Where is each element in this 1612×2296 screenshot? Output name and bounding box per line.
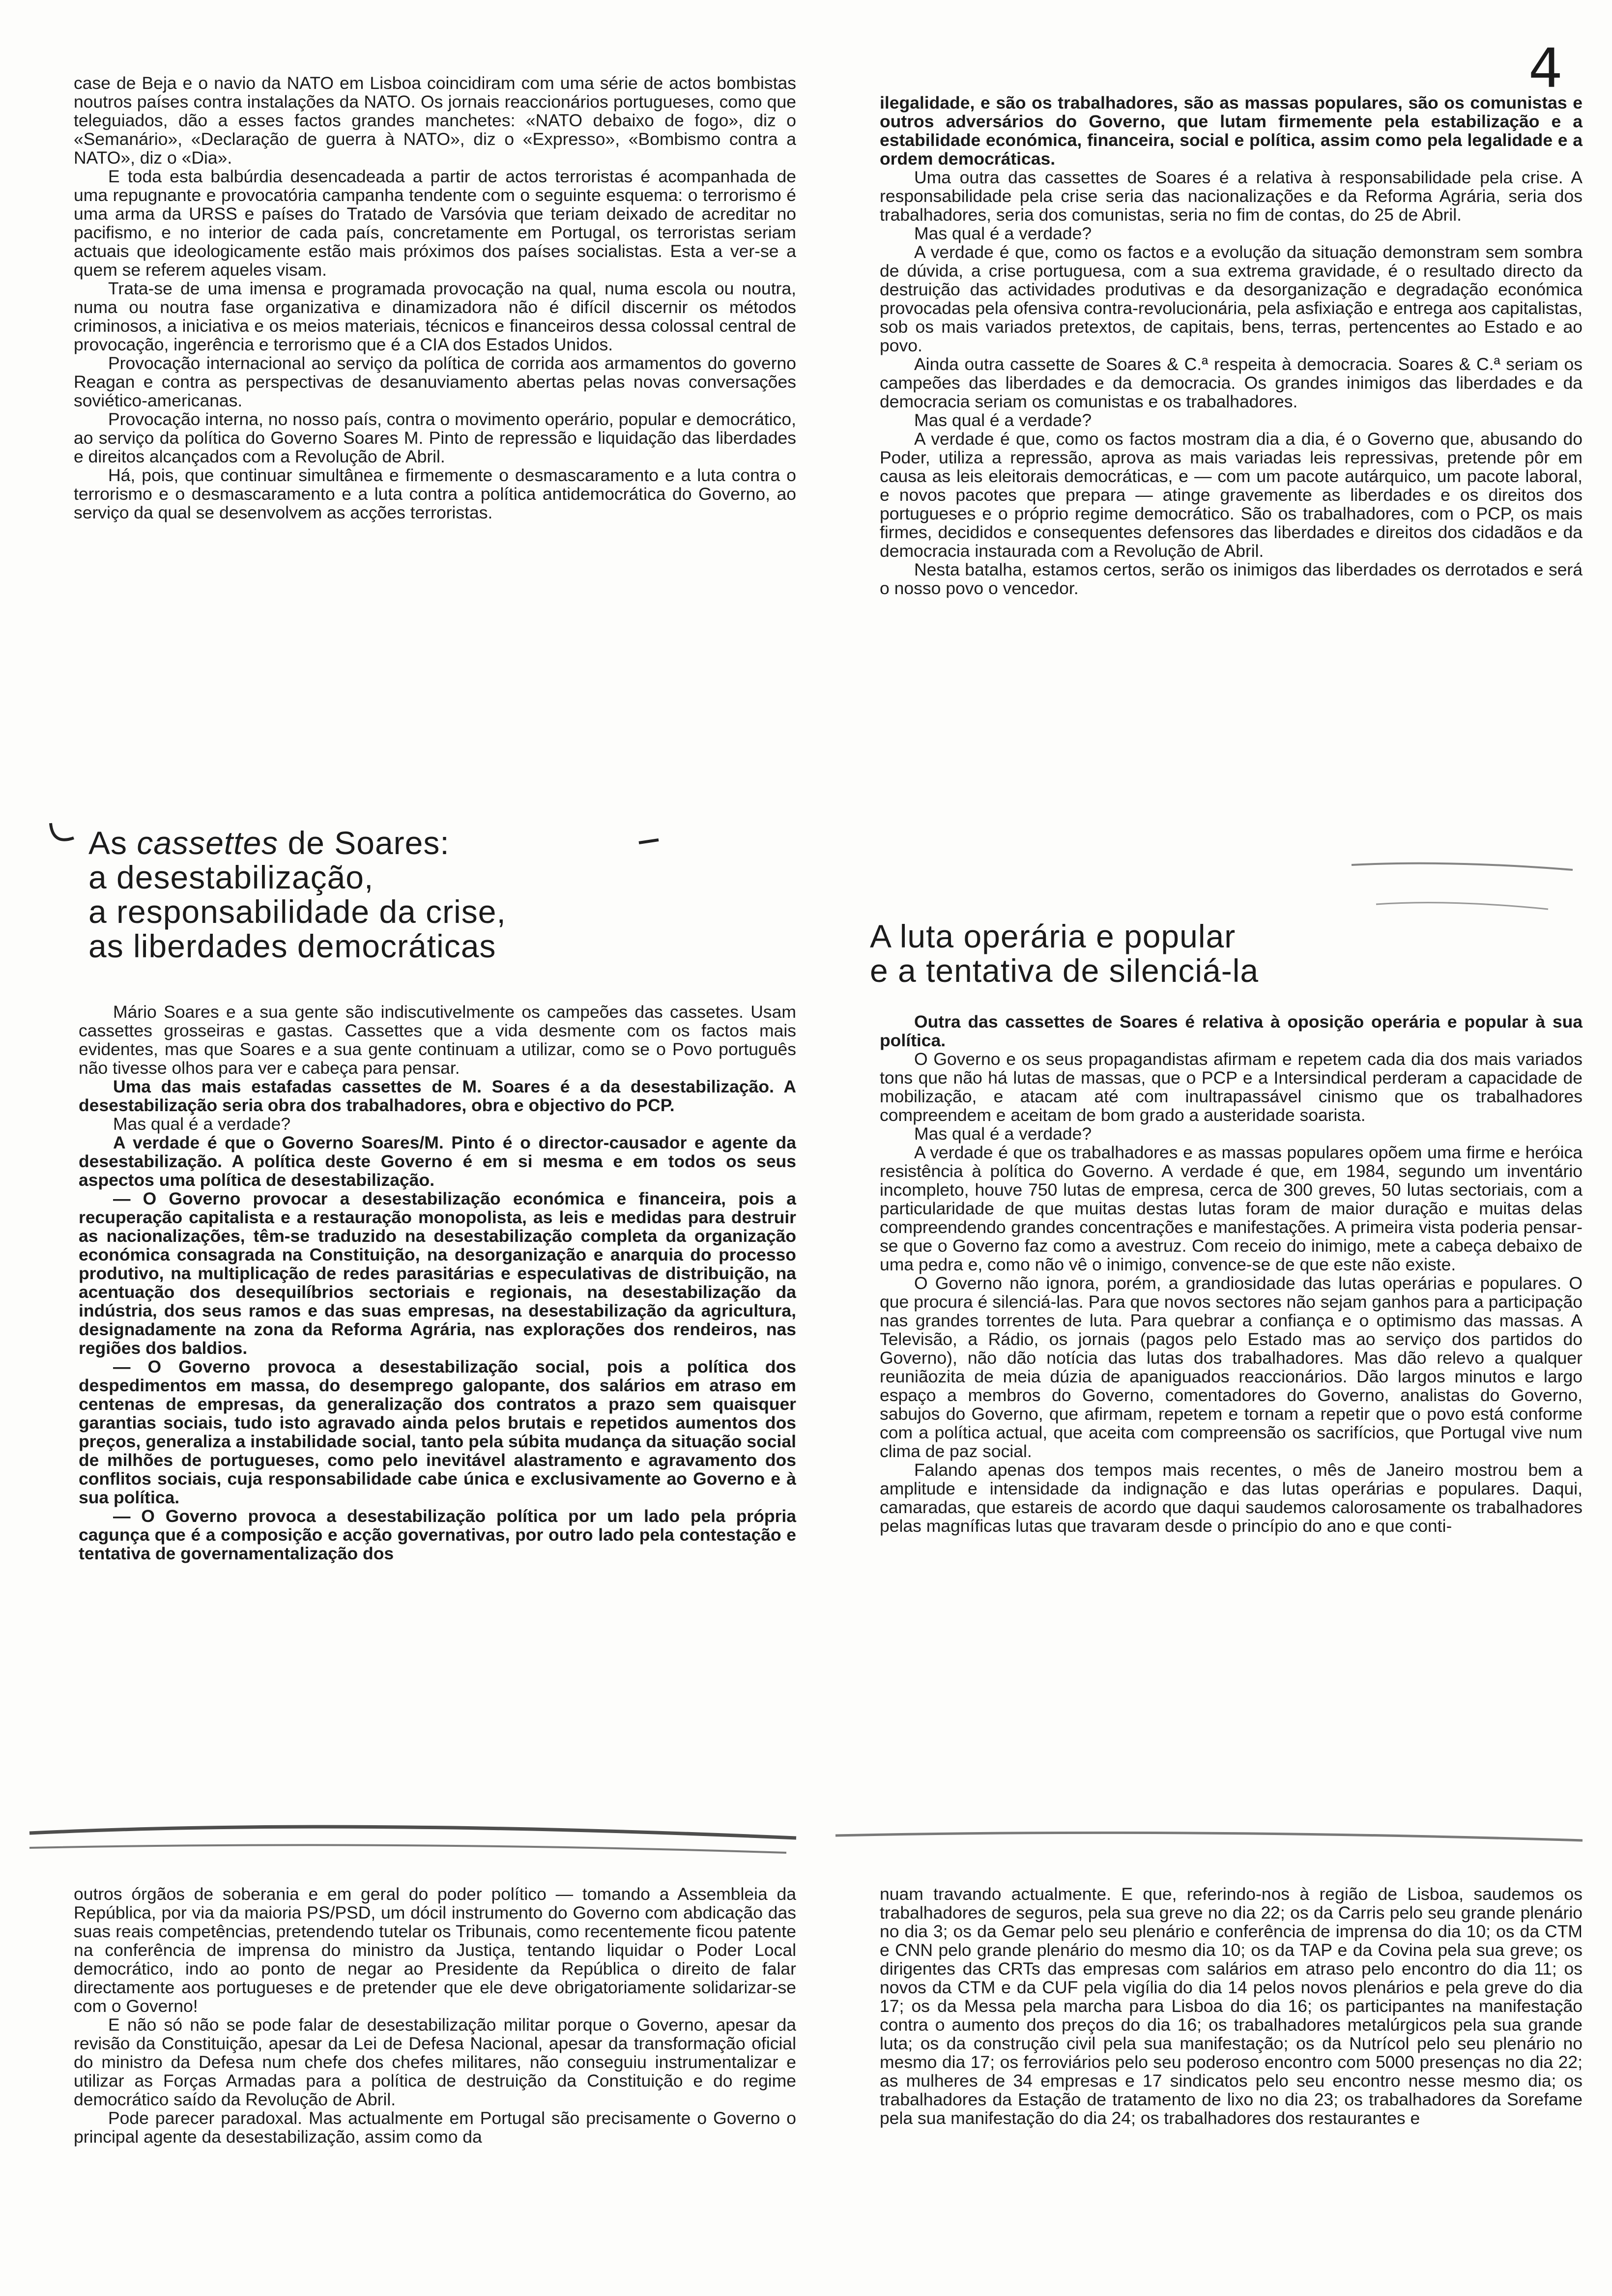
paragraph: A verdade é que os trabalhadores e as massas populares opõem uma firme e heróica resistência à política do Governo. A verdade é que, em 1984, segundo um inventário incompleto, houve 750 lutas de empresa, cerca de 300 greves, 50 lutas sectoriais, com a particularidade de que muitas destas lutas foram de maior duração e muitas delas compreendendo grandes concentrações e manifestações. A primeira vista poderia pensar-se que o Governo faz como a avestruz. Com receio do inimigo, mete a cabeça debaixo de uma pedra e, como não vê o inimigo, convence-se de que este não existe. (880, 1143, 1583, 1274)
paragraph: — O Governo provoca a desestabilização política por um lado pela própria cagunça que é a composição e acção governativas, por outro lado pela contestação e tentativa de governamentalização dos (79, 1506, 796, 1563)
paragraph: O Governo e os seus propagandistas afirmam e repetem cada dia dos mais variados tons que não há lutas de massas, que o PCP e a Intersindical perderam a capacidade de mobilização, e atacam até com inultrapassável cinismo que os trabalhadores compreendem e aceitam de bom grado a austeridade soarista. (880, 1049, 1583, 1125)
paragraph: O Governo não ignora, porém, a grandiosidade das lutas operárias e populares. O que procura é silenciá-las. Para que novos sectores não sejam ganhos para a participação nas grandes torrentes de luta. Para quebrar a confiança e o optimismo das massas. A Televisão, a Rádio, os jornais (pagos pelo Estado mas ao serviço dos partidos do Governo), não dão notícia das lutas dos trabalhadores. Mas dão relevo a qualquer reuniãozita de meia dúzia de apaniguados reaccionários. Dão largos minutos e largo espaço a membros do Governo, comentadores do Governo, analistas do Governo, sabujos do Governo, que afirmam, repetem e tornam a repetir que o povo está conforme com a política actual, que aceita com compreensão os sacrifícios, que Portugal vive num clima de paz social. (880, 1273, 1583, 1461)
left-column-bottom (74, 1885, 796, 2146)
paragraph: Ainda outra cassette de Soares & C.ª respeita à democracia. Soares & C.ª seriam os campeões das liberdades e da democracia. Os grandes inimigos das liberdades e da democracia seriam os comunistas e os trabalhadores. (880, 354, 1583, 411)
paragraph: Mas qual é a verdade? (113, 1114, 291, 1134)
paragraph: A verdade é que o Governo Soares/M. Pinto é o director-causador e agente da desestabilização. A política deste Governo é em si mesma e em todos os seus aspectos uma política de desestabilização. (79, 1133, 796, 1190)
section-heading-cassettes: As cassettes de Soares: a desestabilização, a responsabilidade da crise, as liberdades democráticas (88, 825, 506, 964)
right-column-bottom (880, 1885, 1583, 2127)
paragraph: Mário Soares e a sua gente são indiscutivelmente os campeões das cassetes. Usam cassettes grosseiras e gastas. Cassettes que a vida desmente com os factos mais evidentes, mas que Soares e a sua gente continuam a utilizar, como se o Povo português não tivesse olhos para ver e cabeça para pensar. (79, 1002, 796, 1078)
paragraph: Mas qual é a verdade? (914, 224, 1092, 243)
paragraph: Há, pois, que continuar simultânea e firmemente o desmascaramento e a luta contra o terrorismo e o desmascaramento e a luta contra a política antidemocrática do Governo, ao serviço da qual se desenvolvem as acções terroristas. (74, 465, 796, 522)
left-column-mid (79, 1003, 796, 1563)
paragraph: Provocação interna, no nosso país, contra o movimento operário, popular e democrático, ao serviço da política do Governo Soares M. Pinto de repressão e liquidação das liberdades e direitos alcançados com a Revolução de Abril. (74, 409, 796, 466)
paragraph: A verdade é que, como os factos mostram dia a dia, é o Governo que, abusando do Poder, utiliza a repressão, aprova as mais variadas leis repressivas, pretende pôr em causa as leis eleitorais democráticas, e — com um pacote autárquico, um pacote laboral, e novos pacotes que prepara — atinge gravemente as liberdades e os direitos dos portugueses e o próprio regime democrático. São os trabalhadores, com o PCP, os mais firmes, decididos e consequentes defensores das liberdades e direitos dos cidadãos e da democracia instaurada com a Revolução de Abril. (880, 429, 1583, 561)
paragraph: E não só não se pode falar de desestabilização militar porque o Governo, apesar da revisão da Constituição, apesar da Lei de Defesa Nacional, apesar da transformação oficial do ministro da Defesa num chefe dos chefes militares, não conseguiu instrumentalizar e utilizar as Forças Armadas para a política de destruição da Constituição e do regime democrático saído da Revolução de Abril. (74, 2015, 796, 2109)
paragraph: — O Governo provocar a desestabilização económica e financeira, pois a recuperação capitalista e a restauração monopolista, as leis e medidas para destruir as nacionalizações, têm-se traduzido na desestabilização completa da organização económica consagrada na Constituição, na desorganização e anarquia do processo produtivo, na multiplicação de redes parasitárias e especulativas de distribuição, na acentuação dos desequilíbrios sectoriais e regionais, na desestabilização da indústria, dos seus ramos e das suas empresas, na desestabilização da agricultura, designadamente na zona da Reforma Agrária, nas explorações dos rendeiros, nas regiões dos baldios. (79, 1189, 796, 1358)
paragraph: Nesta batalha, estamos certos, serão os inimigos das liberdades os derrotados e será o nosso povo o vencedor. (880, 560, 1583, 598)
right-column-top (880, 93, 1583, 598)
margin-hook-mark (47, 818, 81, 855)
paragraph: Trata-se de uma imensa e programada provocação na qual, numa escola ou noutra, numa ou noutra fase organizativa e dinamizadora não é difícil discernir os métodos criminosos, a iniciativa e os meios materiais, técnicos e financeiros dessa colossal central de provocação, ingerência e terrorismo que é a CIA dos Estados Unidos. (74, 279, 796, 354)
paragraph: — O Governo provoca a desestabilização social, pois a política dos despedimentos em massa, do desemprego galopante, dos salários em atraso em centenas de empresas, da generalização dos contratos a prazo sem quaisquer garantias sociais, tudo isto agravado ainda pelos brutais e repetidos aumentos dos preços, generaliza a instabilidade social, tanto pela súbita mudança da situação social de milhões de portugueses, como pelo inevitável alastramento e agravamento dos conflitos sociais, cuja responsabilidade cabe única e exclusivamente ao Governo e à sua política. (79, 1357, 796, 1507)
paragraph: ilegalidade, e são os trabalhadores, são as massas populares, são os comunistas e outros adversários do Governo, que lutam firmemente pela estabilização e a estabilidade económica, financeira, social e política, assim como pela legalidade e a ordem democráticas. (880, 93, 1583, 169)
section-heading-luta: A luta operária e popular e a tentativa de silenciá-la (870, 918, 1259, 989)
paragraph: Outra das cassettes de Soares é relativa à oposição operária e popular à sua política. (880, 1012, 1583, 1050)
paragraph: Uma outra das cassettes de Soares é a relativa à responsabilidade pela crise. A responsabilidade pela crise seria das nacionalizações e da Reforma Agrária, seria dos trabalhadores, seria dos comunistas, seria no fim de contas, do 25 de Abril. (880, 168, 1583, 225)
paragraph: Provocação internacional ao serviço da política de corrida aos armamentos do governo Reagan e contra as perspectivas de desanuviamento abertas pelas novas conversações soviético-americanas. (74, 353, 796, 410)
paragraph: outros órgãos de soberania e em geral do poder político — tomando a Assembleia da República, por via da maioria PS/PSD, um dócil instrumento do Governo com abdicação das suas reais competências, pretendendo tutelar os Tribunais, como recentemente ficou patente na conferência de imprensa do ministro da Justiça, tentando liquidar o Poder Local democrático, indo ao ponto de negar ao Presidente da República o direito de falar directamente aos portugueses e de pretender que ele deve obrigatoriamente solidarizar-se com o Governo! (74, 1884, 796, 2016)
paragraph: Falando apenas dos tempos mais recentes, o mês de Janeiro mostrou bem a amplitude e intensidade da indignação e das lutas operárias e populares. Daqui, camaradas, que estareis de acordo que daqui saudemos calorosamente os trabalhadores pelas magníficas lutas que travaram desde o princípio do ano e que conti- (880, 1460, 1583, 1536)
paragraph: Pode parecer paradoxal. Mas actualmente em Portugal são precisamente o Governo o principal agente da desestabilização, assim como da (74, 2108, 796, 2147)
left-column-top (74, 74, 796, 522)
paragraph: A verdade é que, como os factos e a evolução da situação demonstram sem sombra de dúvida, a crise portuguesa, com a sua extrema gravidade, é o resultado directo da destruição das actividades produtivas e da desorganização e degradação económica provocadas pela ofensiva contra-revolucionária, pela asfixiação e entrega aos capitalistas, sob os mais variados pretextos, de capitais, bens, terras, pertencentes ao Estado e ao povo. (880, 242, 1583, 355)
paragraph: Mas qual é a verdade? (914, 1124, 1092, 1144)
right-column-mid (880, 1012, 1583, 1535)
paragraph: E toda esta balbúrdia desencadeada a partir de actos terroristas é acompanhada de uma repugnante e provocatória campanha tendente com o seguinte esquema: o terrorismo é uma arma da URSS e países do Tratado de Varsóvia que teriam deixado de acreditar no pacifismo, e no interior de cada país, concretamente em Portugal, os terroristas seriam actuais que ideologicamente estão mais próximos dos países socialistas. Esta a ver-se a quem se referem aqueles visam. (74, 167, 796, 280)
paragraph: nuam travando actualmente. E que, referindo-nos à região de Lisboa, saudemos os trabalhadores de seguros, pela sua greve no dia 22; os da Carris pelo seu grande plenário no dia 3; os da Gemar pelo seu plenário e conferência de imprensa do dia 10; os da CTM e CNN pelo grande plenário do mesmo dia 10; os da TAP e da Covina pela sua greve; os dirigentes das CRTs das empresas com salários em atraso pelo encontro do dia 11; os novos da CTM e da CUF pela vigília do dia 14 pelos novos plenários e pela greve do dia 17; os da Messa pela marcha para Lisboa do dia 16; os participantes na manifestação contra o aumento dos preços do dia 16; os trabalhadores metalúrgicos pela sua grande luta; os da construção civil pela sua manifestação; os da Nutrícol pelo seu plenário no mesmo dia 17; os ferroviários pelo seu poderoso encontro com 5000 presenças no dia 22; as mulheres de 34 empresas e 17 sindicatos pelo seu encontro nesse mesmo dia; os trabalhadores da Estação de tratamento de lixo no dia 23; os trabalhadores da Sorefame pela sua manifestação do dia 24; os trabalhadores dos restaurantes e (880, 1884, 1583, 2128)
page-number: 4 (1528, 37, 1563, 100)
paragraph: Mas qual é a verdade? (914, 410, 1092, 430)
paragraph: case de Beja e o navio da NATO em Lisboa coincidiram com uma série de actos bombistas noutros países contra instalações da NATO. Os jornais reaccionários portugueses, como que teleguiados, dão a esses factos grandes manchetes: «NATO debaixo de fogo», diz o «Semanário», «Declaração de guerra à NATO», diz o «Expresso», «Bombismo contra a NATO», diz o «Dia». (74, 73, 796, 168)
paragraph: Uma das mais estafadas cassettes de M. Soares é a da desestabilização. A desestabilização seria obra dos trabalhadores, obra e objectivo do PCP. (79, 1077, 796, 1115)
